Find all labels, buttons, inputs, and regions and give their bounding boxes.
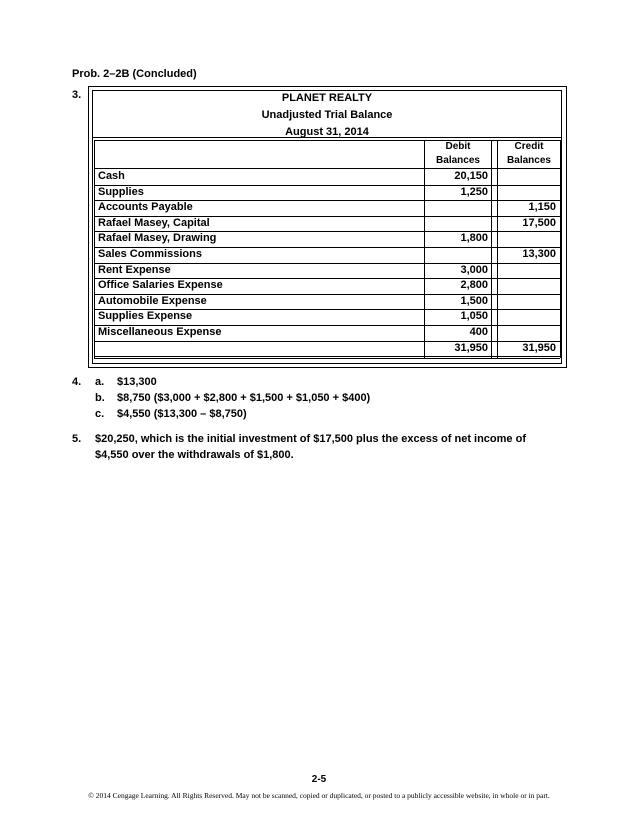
q4b-answer: $8,750 ($3,000 + $2,800 + $1,500 + $1,050 + $400) <box>117 392 371 404</box>
q4c-label: c. <box>95 408 105 420</box>
q4b-label: b. <box>95 392 105 404</box>
credit-amount: 13,300 <box>522 248 556 260</box>
account-name: Rent Expense <box>98 263 171 276</box>
account-name: Rafael Masey, Capital <box>98 216 210 229</box>
table-row <box>94 247 560 262</box>
table-row <box>94 169 560 184</box>
row-separator-line <box>94 356 560 357</box>
q4a-answer: $13,300 <box>117 376 157 388</box>
debit-amount: 1,500 <box>460 294 488 307</box>
page-number: 2-5 <box>311 774 327 785</box>
table-row <box>94 263 560 278</box>
account-name: Automobile Expense <box>98 294 207 307</box>
credit-amount: 1,150 <box>528 201 556 214</box>
table-row <box>94 309 560 324</box>
statement-date: August 31, 2014 <box>285 126 369 138</box>
table-row <box>94 325 560 340</box>
table-row <box>94 200 560 215</box>
question-3-number: 3. <box>72 89 82 101</box>
table-row <box>94 341 560 356</box>
statement-title: Unadjusted Trial Balance <box>261 109 393 121</box>
account-name: Cash <box>98 170 125 182</box>
debit-amount: 2,800 <box>460 279 488 292</box>
right-column-line <box>560 140 561 358</box>
account-name: Supplies Expense <box>98 310 193 323</box>
debit-header-line2: Balances <box>436 155 480 166</box>
table-bottom-line <box>94 358 560 359</box>
account-name: Accounts Payable <box>98 201 193 214</box>
debit-amount: 1,050 <box>460 310 488 323</box>
debit-amount: 1,250 <box>460 185 488 198</box>
table-row <box>94 294 560 309</box>
credit-amount: 31,950 <box>522 341 556 354</box>
table-row <box>94 231 560 246</box>
account-name: Sales Commissions <box>98 248 202 260</box>
credit-header-line2: Balances <box>507 155 551 166</box>
debit-amount: 20,150 <box>454 170 488 182</box>
q4c-answer: $4,550 ($13,300 – $8,750) <box>117 408 247 420</box>
copyright-notice: © 2014 Cengage Learning. All Rights Reserved. May not be scanned, copied or duplicated, or posted to a publicly accessible website, in whole or in part. <box>88 791 550 800</box>
company-name: PLANET REALTY <box>281 92 373 104</box>
header-divider-outer <box>92 137 562 138</box>
account-name: Office Salaries Expense <box>98 279 223 292</box>
account-name: Rafael Masey, Drawing <box>98 232 217 245</box>
question-4-number: 4. <box>72 376 82 388</box>
debit-header-line1: Debit <box>445 141 471 152</box>
q5-answer-line1: $20,250, which is the initial investment of $17,500 plus the excess of net income of <box>95 433 526 445</box>
credit-header-line1: Credit <box>514 141 544 152</box>
debit-amount: 31,950 <box>454 341 488 354</box>
table-row <box>94 185 560 200</box>
question-5-number: 5. <box>72 433 82 445</box>
debit-amount: 1,800 <box>460 232 488 245</box>
credit-amount: 17,500 <box>522 216 556 229</box>
table-row <box>94 216 560 231</box>
debit-amount: 400 <box>469 326 488 338</box>
account-name: Supplies <box>98 185 144 198</box>
q4a-label: a. <box>95 376 105 388</box>
q5-answer-line2: $4,550 over the withdrawals of $1,800. <box>95 449 294 461</box>
table-row <box>94 278 560 293</box>
problem-heading: Prob. 2–2B (Concluded) <box>72 68 197 80</box>
account-name: Miscellaneous Expense <box>98 326 222 338</box>
debit-amount: 3,000 <box>460 263 488 276</box>
